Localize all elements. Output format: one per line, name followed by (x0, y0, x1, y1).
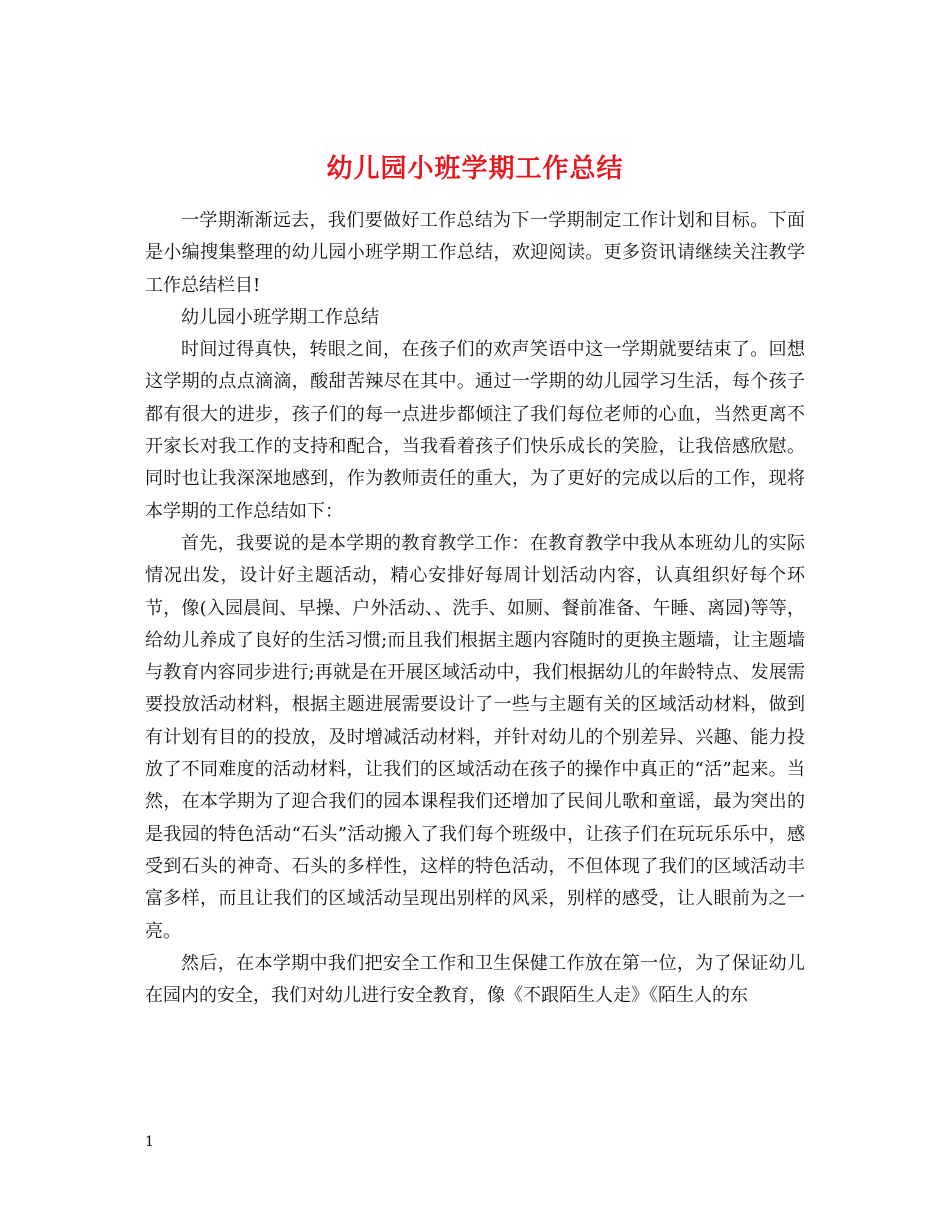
intro-paragraph: 一学期渐渐远去，我们要做好工作总结为下一学期制定工作计划和目标。下面是小编搜集整理的幼儿园小班学期工作总结，欢迎阅读。更多资讯请继续关注教学工作总结栏目! (145, 210, 805, 296)
document-body (145, 205, 805, 1012)
body-paragraph-safety: 然后，在本学期中我们把安全工作和卫生保健工作放在第一位，为了保证幼儿在园内的安全，我们对幼儿进行安全教育，像《不跟陌生人走》《陌生人的东 (145, 952, 805, 1007)
body-paragraph-opening: 时间过得真快，转眼之间，在孩子们的欢声笑语中这一学期就要结束了。回想这学期的点点滴滴，酸甜苦辣尽在其中。通过一学期的幼儿园学习生活，每个孩子都有很大的进步，孩子们的每一点进步都倾注了我们每位老师的心血，当然更离不开家长对我工作的支持和配合，当我看着孩子们快乐成长的笑脸，让我倍感欣慰。同时也让我深深地感到，作为教师责任的重大，为了更好的完成以后的工作，现将本学期的工作总结如下： (145, 339, 805, 522)
body-paragraph-teaching: 首先，我要说的是本学期的教育教学工作：在教育教学中我从本班幼儿的实际情况出发，设计好主题活动，精心安排好每周计划活动内容，认真组织好每个环节，像(入园晨间、早操、户外活动、、洗手、如厕、餐前准备、午睡、离园)等等，给幼儿养成了良好的生活习惯;而且我们根据主题内容随时的更换主题墙，让主题墙与教育内容同步进行;再就是在开展区域活动中，我们根据幼儿的年龄特点、发展需要投放活动材料，根据主题进展需要设计了一些与主题有关的区域活动材料，做到有计划有目的的投放，及时增减活动材料，并针对幼儿的个别差异、兴趣、能力投放了不同难度的活动材料，让我们的区域活动在孩子的操作中真正的“活”起来。当然，在本学期为了迎合我们的园本课程我们还增加了民间儿歌和童谣，最为突出的是我园的特色活动“石头”活动搬入了我们每个班级中，让孩子们在玩玩乐乐中，感受到石头的神奇、石头的多样性，这样的特色活动，不但体现了我们的区域活动丰富多样，而且让我们的区域活动呈现出别样的风采，别样的感受，让人眼前为之一亮。 (145, 532, 805, 942)
page-number: 1 (145, 1134, 154, 1150)
document-title: 幼儿园小班学期工作总结 (326, 154, 624, 185)
section-heading: 幼儿园小班学期工作总结 (181, 306, 379, 328)
